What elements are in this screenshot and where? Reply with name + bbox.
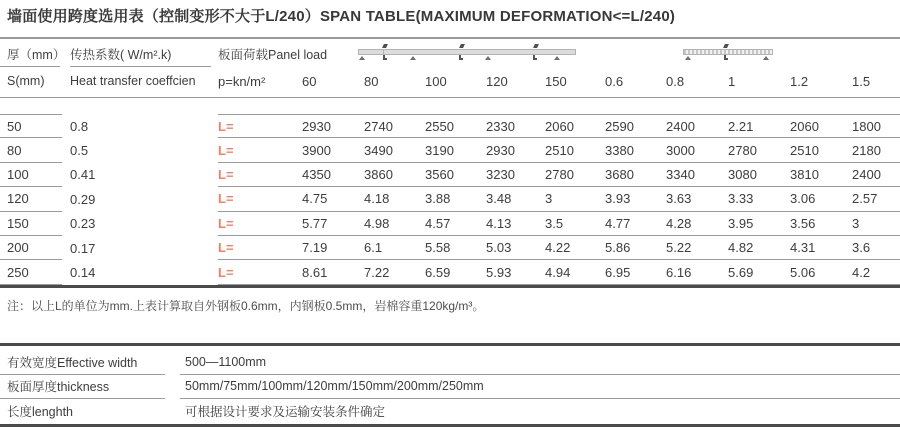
span-value-cell: 8.61 (302, 264, 328, 280)
thickness-cell: 250 (0, 260, 62, 284)
span-value-cell: 5.86 (605, 240, 631, 256)
span-value-cell: 2330 (486, 118, 515, 134)
coefficient-cell: 0.41 (70, 167, 96, 183)
span-values-row (218, 236, 900, 260)
spec-label: 长度lenghth (7, 405, 74, 420)
span-value-cell: 3 (852, 215, 860, 231)
simple-beam-diagram-icon (683, 44, 773, 61)
span-value-cell: 5.69 (728, 264, 754, 280)
table-row (0, 212, 900, 236)
span-value-cell: 2400 (852, 166, 881, 182)
spec-row (0, 375, 900, 400)
table-bottom-border (0, 285, 900, 288)
coefficient-cell: 0.14 (70, 265, 96, 281)
span-value-cell: 4.31 (790, 240, 816, 256)
spec-row (0, 350, 900, 375)
span-value-cell: 4350 (302, 166, 331, 182)
span-values-row (218, 163, 900, 187)
span-value-cell: 4.2 (852, 264, 871, 280)
load-header-value: 80 (364, 74, 379, 89)
span-value-cell: 5.03 (486, 240, 512, 256)
span-table-header-row (0, 74, 900, 89)
span-value-cell: 2.21 (728, 118, 754, 134)
span-value-cell: 3900 (302, 142, 331, 158)
panel-load-column-header-zh: 板面荷载Panel load (218, 48, 328, 62)
span-value-cell: 2930 (302, 118, 331, 134)
span-value-cell: 6.95 (605, 264, 631, 280)
span-value-cell: 3.63 (666, 191, 692, 207)
load-header-value: 100 (425, 74, 447, 89)
coefficient-cell: 0.23 (70, 216, 96, 232)
spec-table-body (0, 350, 900, 424)
span-value-cell: 7.19 (302, 240, 328, 256)
load-header-value: 150 (545, 74, 567, 89)
l-equals-label: L= (218, 191, 234, 207)
span-value-cell: 2400 (666, 118, 695, 134)
span-value-cell: 2.57 (852, 191, 878, 207)
load-header-value: 0.8 (666, 74, 685, 89)
load-header-value: 60 (302, 74, 317, 89)
span-value-cell: 3.93 (605, 191, 631, 207)
thickness-cell: 100 (0, 163, 62, 187)
span-value-cell: 3080 (728, 166, 757, 182)
table-row (0, 163, 900, 187)
span-value-cell: 5.22 (666, 240, 692, 256)
span-value-cell: 3380 (605, 142, 634, 158)
span-value-cell: 3.33 (728, 191, 754, 207)
table-row (0, 114, 900, 138)
span-value-cell: 4.75 (302, 191, 328, 207)
span-value-cell: 2510 (790, 142, 819, 158)
table-row (0, 138, 900, 162)
span-value-cell: 5.93 (486, 264, 512, 280)
span-value-cell: 3.88 (425, 191, 451, 207)
l-equals-label: L= (218, 118, 234, 134)
l-equals-label: L= (218, 240, 234, 256)
span-value-cell: 3.95 (728, 215, 754, 231)
span-value-cell: 4.57 (425, 215, 451, 231)
span-value-cell: 6.59 (425, 264, 451, 280)
span-value-cell: 6.16 (666, 264, 692, 280)
footnote: 注：以上L的单位为mm.上表计算取自外钢板0.6mm，内钢板0.5mm，岩棉容重120kg/m³。 (7, 299, 485, 313)
span-value-cell: 4.98 (364, 215, 390, 231)
span-value-cell: 3490 (364, 142, 393, 158)
header-divider (0, 97, 900, 98)
thickness-column-header-zh: 厚（mm） (7, 48, 66, 62)
thickness-header-underline (0, 66, 60, 67)
span-value-cell: 4.13 (486, 215, 512, 231)
span-value-cell: 3560 (425, 166, 454, 182)
span-values-row (218, 138, 900, 162)
span-value-cell: 3860 (364, 166, 393, 182)
spec-table-bottom-border (0, 424, 900, 427)
span-values-row (218, 114, 900, 138)
coefficient-column-header-en: Heat transfer coeffcien (70, 74, 196, 88)
load-header-value: 120 (486, 74, 508, 89)
thickness-cell: 120 (0, 187, 62, 211)
coefficient-header-underline (70, 66, 211, 67)
span-value-cell: 6.1 (364, 240, 383, 256)
thickness-column-header-en: S(mm) (7, 74, 45, 88)
span-value-cell: 5.06 (790, 264, 816, 280)
span-value-cell: 4.22 (545, 240, 571, 256)
span-value-cell: 2550 (425, 118, 454, 134)
span-value-cell: 4.82 (728, 240, 754, 256)
coefficient-column-header-zh: 传热系数( W/m².k) (70, 48, 172, 62)
span-value-cell: 5.58 (425, 240, 451, 256)
spec-value: 可根据设计要求及运输安装条件确定 (185, 405, 386, 420)
span-value-cell: 3 (545, 191, 553, 207)
span-value-cell: 2590 (605, 118, 634, 134)
span-value-cell: 2780 (728, 142, 757, 158)
span-value-cell: 4.94 (545, 264, 571, 280)
load-header-value: 1.5 (852, 74, 871, 89)
thickness-cell: 50 (0, 114, 62, 138)
l-equals-label: L= (218, 264, 234, 280)
span-value-cell: 3190 (425, 142, 454, 158)
span-value-cell: 3.06 (790, 191, 816, 207)
spec-label: 板面厚度thickness (0, 375, 165, 400)
coefficient-cell: 0.17 (70, 240, 96, 256)
span-value-cell: 5.77 (302, 215, 328, 231)
thickness-cell: 150 (0, 212, 62, 236)
span-value-cell: 2180 (852, 142, 881, 158)
span-value-cell: 2060 (790, 118, 819, 134)
span-value-cell: 4.28 (666, 215, 692, 231)
span-value-cell: 7.22 (364, 264, 390, 280)
thickness-cell: 200 (0, 236, 62, 260)
span-value-cell: 3.5 (545, 215, 564, 231)
load-header-value: 0.6 (605, 74, 624, 89)
l-equals-label: L= (218, 166, 234, 182)
span-values-row (218, 212, 900, 236)
span-value-cell: 3230 (486, 166, 515, 182)
span-value-cell: 3810 (790, 166, 819, 182)
span-value-cell: 3680 (605, 166, 634, 182)
table-row (0, 187, 900, 211)
spec-label: 有效宽度Effective width (0, 350, 165, 375)
span-value-cell: 2930 (486, 142, 515, 158)
span-value-cell: 3.56 (790, 215, 816, 231)
coefficient-cell: 0.5 (70, 143, 89, 159)
spec-table-top-border (0, 343, 900, 346)
spec-row (0, 399, 900, 424)
span-values-row (218, 260, 900, 284)
table-row (0, 236, 900, 260)
span-value-cell: 3340 (666, 166, 695, 182)
coefficient-cell: 0.8 (70, 118, 89, 134)
spec-value: 500—1100mm (180, 350, 900, 375)
span-value-cell: 2780 (545, 166, 574, 182)
page-title: 墙面使用跨度选用表（控制变形不大于L/240）SPAN TABLE(MAXIMUM DEFORMATION<=L/240) (7, 8, 676, 25)
span-values-row (218, 187, 900, 211)
coefficient-cell: 0.29 (70, 191, 96, 207)
span-value-cell: 3000 (666, 142, 695, 158)
span-value-cell: 1800 (852, 118, 881, 134)
span-value-cell: 2060 (545, 118, 574, 134)
thickness-cell: 80 (0, 138, 62, 162)
spec-value: 50mm/75mm/100mm/120mm/150mm/200mm/250mm (180, 375, 900, 400)
span-value-cell: 2510 (545, 142, 574, 158)
span-value-cell: 3.48 (486, 191, 512, 207)
table-row (0, 260, 900, 284)
l-equals-label: L= (218, 215, 234, 231)
span-value-cell: 4.77 (605, 215, 631, 231)
load-header-value: 1.2 (790, 74, 809, 89)
load-header-value: 1 (728, 74, 736, 89)
span-value-cell: 2740 (364, 118, 393, 134)
l-equals-label: L= (218, 142, 234, 158)
span-value-cell: 4.18 (364, 191, 390, 207)
span-table-body (0, 114, 900, 285)
title-divider (0, 37, 900, 39)
load-header-values (218, 74, 900, 89)
span-value-cell: 3.6 (852, 240, 871, 256)
load-unit-label: p=kn/m² (218, 74, 266, 89)
multi-span-beam-diagram-icon (358, 44, 576, 61)
